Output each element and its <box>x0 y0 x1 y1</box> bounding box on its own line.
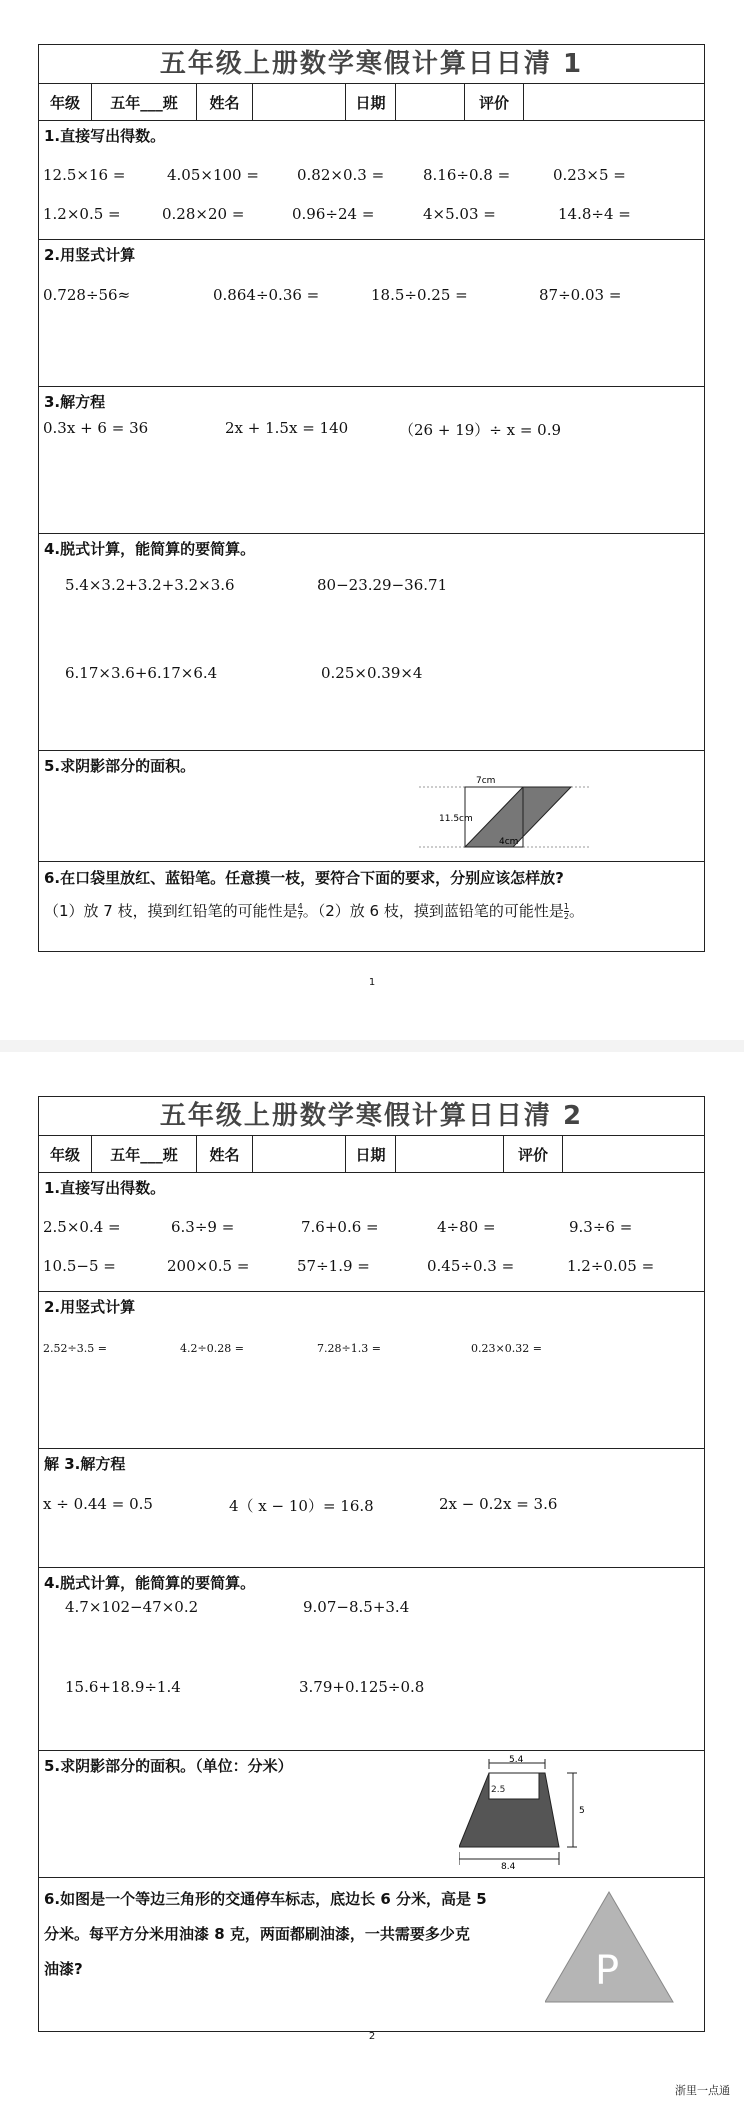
section-3 <box>39 387 704 534</box>
date-field[interactable] <box>396 1136 504 1172</box>
problem: 0.864÷0.36 = <box>213 286 320 304</box>
question-text: 6.如图是一个等边三角形的交通停车标志，底边长 6 分米，高是 5 <box>44 1890 487 1908</box>
problem: 200×0.5 = <box>167 1257 250 1275</box>
name-field[interactable] <box>253 84 346 120</box>
problem: 6.17×3.6+6.17×6.4 <box>65 664 218 682</box>
info-row <box>39 1136 704 1173</box>
eval-field[interactable] <box>524 84 704 120</box>
problem: 18.5÷0.25 = <box>371 286 468 304</box>
section-title: 解 3.解方程 <box>44 1455 126 1473</box>
watermark: 浙里一点通 <box>675 2084 730 2097</box>
problem: 6.3÷9 = <box>171 1218 235 1236</box>
problem: 2.5×0.4 = <box>43 1218 121 1236</box>
date-field[interactable] <box>396 84 465 120</box>
top-length-label: 7cm <box>476 776 496 786</box>
problem: 8.16÷0.8 = <box>423 166 511 184</box>
problem: 80−23.29−36.71 <box>317 576 448 594</box>
problem: 14.8÷4 = <box>558 205 631 223</box>
page-number: 2 <box>368 2031 376 2042</box>
problem: 3.79+0.125÷0.8 <box>299 1678 425 1696</box>
name-field[interactable] <box>253 1136 346 1172</box>
problem: 0.23×0.32 = <box>471 1342 542 1355</box>
top-length-label: 5.4 <box>509 1755 524 1765</box>
section-title: 5.求阴影部分的面积。（单位：分米） <box>44 1757 293 1775</box>
section-2 <box>39 1292 704 1449</box>
grade-label: 年级 <box>39 84 92 120</box>
section-5 <box>39 1751 704 1878</box>
problem: 4.2÷0.28 = <box>180 1342 244 1355</box>
problem: 4×5.03 = <box>423 205 496 223</box>
height-label: 5 <box>579 1806 585 1816</box>
text-part: 。 <box>568 902 584 920</box>
section-6 <box>39 862 704 946</box>
problem: 15.6+18.9÷1.4 <box>65 1678 181 1696</box>
date-label: 日期 <box>346 1136 396 1172</box>
page-number: 1 <box>368 977 376 988</box>
trapezoid-figure <box>459 1755 599 1873</box>
problem: 0.28×20 = <box>162 205 245 223</box>
fraction-numerator: 4 <box>297 902 303 911</box>
problem: 4.05×100 = <box>167 166 259 184</box>
problem: 0.728÷56≈ <box>43 286 131 304</box>
date-label: 日期 <box>346 84 396 120</box>
section-title: 1.直接写出得数。 <box>44 1179 166 1197</box>
text-part: （1）放 7 枝，摸到红铅笔的可能性是 <box>44 902 298 920</box>
bottom-length-label: 8.4 <box>501 1862 516 1872</box>
class-field[interactable]: 五年___班 <box>92 84 197 120</box>
question-text: 6.在口袋里放红、蓝铅笔。任意摸一枝，要符合下面的要求，分别应该怎样放? <box>44 869 564 887</box>
parking-sign-figure <box>545 1888 685 2008</box>
section-title: 4.脱式计算，能简算的要简算。 <box>44 1574 256 1592</box>
text-part: 。（2）放 6 枝，摸到蓝铅笔的可能性是 <box>302 902 564 920</box>
bottom-length-label: 4cm <box>499 837 519 847</box>
page-1 <box>0 0 744 1040</box>
problem: 7.6+0.6 = <box>301 1218 379 1236</box>
section-6 <box>39 1878 704 2038</box>
problem: 4（ x − 10）= 16.8 <box>229 1497 374 1515</box>
question-text: 油漆? <box>44 1960 83 1978</box>
problem: 2x + 1.5x = 140 <box>225 419 349 437</box>
worksheet-title: 五年级上册数学寒假计算日日清 2 <box>39 1097 704 1136</box>
problem: 2x − 0.2x = 3.6 <box>439 1495 558 1513</box>
grade-label: 年级 <box>39 1136 92 1172</box>
sign-letter: P <box>595 1948 620 1994</box>
section-title: 2.用竖式计算 <box>44 1298 136 1316</box>
problem: 2.52÷3.5 = <box>43 1342 107 1355</box>
section-1 <box>39 1173 704 1292</box>
worksheet-2 <box>38 1096 705 2032</box>
worksheet-title: 五年级上册数学寒假计算日日清 1 <box>39 45 704 84</box>
problem: 9.3÷6 = <box>569 1218 633 1236</box>
problem: 4.7×102−47×0.2 <box>65 1598 199 1616</box>
section-2 <box>39 240 704 387</box>
problem: 1.2×0.5 = <box>43 205 121 223</box>
side-length-label: 11.5cm <box>439 814 473 824</box>
problem: 5.4×3.2+3.2+3.2×3.6 <box>65 576 235 594</box>
problem: 10.5−5 = <box>43 1257 116 1275</box>
problem: 0.82×0.3 = <box>297 166 385 184</box>
section-5 <box>39 751 704 862</box>
problem: 0.23×5 = <box>553 166 626 184</box>
worksheet-1 <box>38 44 705 952</box>
eval-label: 评价 <box>504 1136 563 1172</box>
question-text: 分米。每平方分米用油漆 8 克，两面都刷油漆，一共需要多少克 <box>44 1925 470 1943</box>
problem: 0.96÷24 = <box>292 205 375 223</box>
section-title: 5.求阴影部分的面积。 <box>44 757 196 775</box>
problem: 1.2÷0.05 = <box>567 1257 655 1275</box>
eval-label: 评价 <box>465 84 524 120</box>
section-title: 4.脱式计算，能简算的要简算。 <box>44 540 256 558</box>
section-3 <box>39 1449 704 1568</box>
problem: x ÷ 0.44 = 0.5 <box>43 1495 153 1513</box>
section-title: 3.解方程 <box>44 393 106 411</box>
eval-field[interactable] <box>563 1136 704 1172</box>
problem: 57÷1.9 = <box>297 1257 370 1275</box>
problem: 87÷0.03 = <box>539 286 622 304</box>
parallelogram-figure <box>419 765 619 855</box>
page-2 <box>0 1052 744 2104</box>
problem: 0.3x + 6 = 36 <box>43 419 149 437</box>
name-label: 姓名 <box>197 84 253 120</box>
fraction-numerator: 1 <box>563 902 569 911</box>
fraction-denominator: 7 <box>297 912 303 921</box>
problem: 4÷80 = <box>437 1218 496 1236</box>
section-4 <box>39 1568 704 1751</box>
class-field[interactable]: 五年___班 <box>92 1136 197 1172</box>
fraction-denominator: 2 <box>563 912 569 921</box>
section-title: 2.用竖式计算 <box>44 246 136 264</box>
section-4 <box>39 534 704 751</box>
problem: 0.45÷0.3 = <box>427 1257 515 1275</box>
problem: 0.25×0.39×4 <box>321 664 423 682</box>
problem: （26 + 19）÷ x = 0.9 <box>399 421 562 439</box>
problem: 12.5×16 = <box>43 166 126 184</box>
question-text <box>44 900 584 921</box>
name-label: 姓名 <box>197 1136 253 1172</box>
info-row <box>39 84 704 121</box>
problem: 9.07−8.5+3.4 <box>303 1598 410 1616</box>
problem: 7.28÷1.3 = <box>317 1342 381 1355</box>
section-title: 1.直接写出得数。 <box>44 127 166 145</box>
inner-height-label: 2.5 <box>491 1785 506 1795</box>
section-1 <box>39 121 704 240</box>
